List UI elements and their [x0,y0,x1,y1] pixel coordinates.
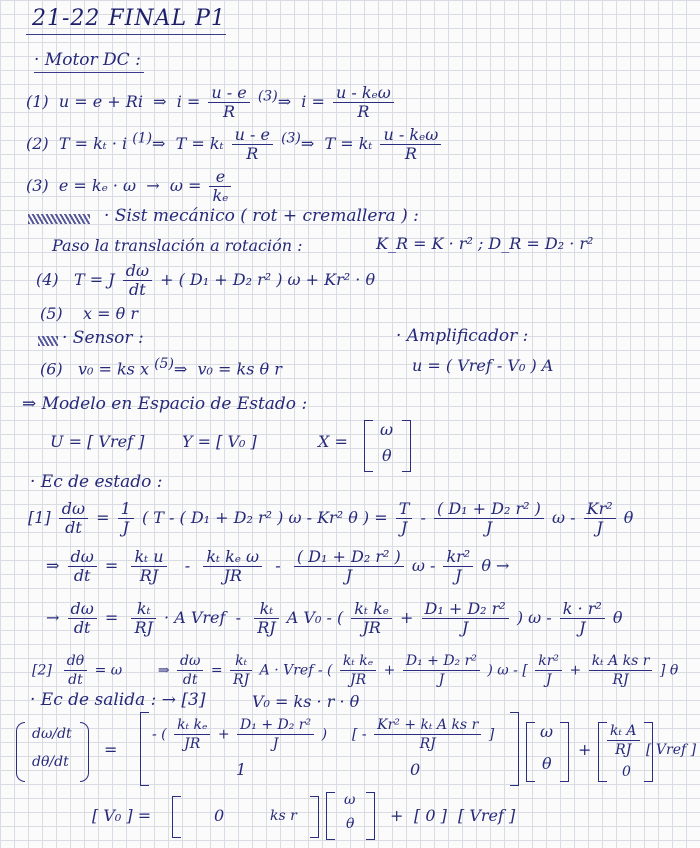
eq-sign: = [96,508,110,527]
eq-text: θ [623,508,634,527]
eq-lhs: e = kₑ · ω [58,176,137,195]
eq-text: T = kₜ [324,134,373,153]
model-heading: ⇒ Modelo en Espacio de Estado : [22,394,308,414]
fraction: $\frac{d\omega}{dt}$ [59,500,88,537]
matrix-u: [ Vref ] [646,742,697,758]
matrix-a11: - ( $\frac{\text{kₜ kₑ}}{JR}$ + $\frac{\text{D₁ + D₂ r²}}{J}$ ) [152,717,328,752]
eq-number: (4) [36,270,59,289]
arrow: ⇒ [157,662,170,679]
eq-sign: + [569,662,582,679]
fraction: $\frac{d\theta}{dt}$ [64,652,87,689]
outmat-c-bracket-right [310,796,319,838]
matrix-x-0: ω [540,722,554,741]
x-vector-0: ω [380,420,394,439]
fraction: $\frac{\text{kₜ kₑ}}{JR}$ [340,652,376,689]
outmat-c2: ks r [270,808,297,824]
vector-bracket-left [364,420,373,472]
fraction: $\frac{\text{kₜ}}{RJ}$ [230,652,252,689]
arrow: ⇒ [46,556,60,575]
eq-sign: - [420,508,426,527]
eq-text: θ → [481,556,510,575]
fraction: $\frac{\text{Kr² + kₜ A ks r}}{RJ}$ [374,716,481,753]
fraction: $\frac{\text{kₜ A}}{RJ}$ [607,722,640,759]
fraction: $\frac{d\omega}{dt}$ [68,548,97,585]
fraction: $\frac{\text{kₜ kₑ}}{JR}$ [351,600,392,637]
outmat-c-bracket-left [172,796,181,838]
arrow: → [146,176,160,195]
outmat-x-0: ω [344,792,356,808]
amp-eq: u = ( Vref - V₀ ) A [412,356,554,375]
fraction: $\frac{T}{J}$ [396,500,413,537]
eq-text: A V₀ - ( [286,608,344,627]
page-title: 21-22 FINAL P1 [32,6,226,31]
motor-underline [34,72,144,73]
model-X: X = [318,432,348,451]
fraction: $\frac{\text{kₜ kₑ ω}}{JR}$ [203,548,262,585]
fraction: $\frac{\text{kₜ kₑ}}{JR}$ [174,716,210,753]
eq-text: ω - [411,556,436,575]
eq-text: ] θ [659,662,679,679]
outmat-lhs: [ V₀ ] = [92,806,152,825]
motor-heading: · Motor DC : [34,50,141,70]
matrix-equals: = [104,740,118,759]
ref: (3) [281,130,301,147]
eq-text: i = [301,92,325,111]
ref: (3) [257,88,278,105]
fraction: $\frac{\text{( D₁ + D₂ r² )}}{J}$ [434,500,544,537]
mech-eq-6 [40,356,282,378]
eq-number: (5) [40,304,63,323]
eq-text: T = kₜ [175,134,224,153]
state-line-4 [32,652,678,689]
state-line-1 [28,500,633,537]
eq-rest: + ( D₁ + D₂ r² ) ω + Kr² · θ [160,270,376,289]
matrix-a22: 0 [410,760,421,779]
matrix-b-1 [604,722,643,759]
eq-text: = ω [94,662,123,679]
fraction: $\frac{\text{kₜ u}}{RJ}$ [131,548,166,585]
fraction: $\frac{u - e}{R}$ [232,126,273,163]
eq-result: v₀ = ks θ r [197,359,282,379]
eq-number: (3) [26,176,49,195]
arrow: → [46,608,60,627]
eq-sign: = [104,608,119,627]
eq-sign: = [210,662,223,679]
eq-number: [2] [32,662,52,679]
arrow: ⇒ [300,134,315,153]
crossed-out-scribble [38,336,58,346]
arrow: ⇒ [152,134,166,153]
ref: (5) [154,356,174,372]
fraction: $\frac{\text{kₜ}}{RJ}$ [131,600,155,637]
matrix-a-bracket-right [510,712,519,786]
state-line-3 [46,600,623,637]
state-line-2 [46,548,509,585]
amp-heading: · Amplificador : [396,326,529,346]
eq-text: ω = [169,176,202,195]
outmat-x-1: θ [346,816,355,832]
eq-sign: + [400,608,414,627]
eq-sign: = [104,556,119,575]
eq-sign: - [235,608,242,627]
matrix-plus: + [578,740,592,759]
arrow: ⇒ [153,92,167,111]
mech-pass: Paso la translación a rotación : [52,236,303,255]
crossed-out-scribble [28,214,90,224]
eq-lhs: u = e + Ri [58,92,143,111]
eq-lhs: T = J [73,270,115,289]
motor-eq-2 [26,126,444,163]
eq-text: ) ω - [516,608,552,627]
eq-number: [1] [28,508,51,527]
outmat-x-bracket-left [326,792,335,840]
matrix-x-1: θ [542,754,552,773]
fraction: $\frac{1}{J}$ [118,500,134,537]
eq-text: ( T - ( D₁ + D₂ r² ) ω - Kr² θ ) = [141,508,388,527]
fraction: $\frac{\text{D₁ + D₂ r²}}{J}$ [422,600,509,637]
matrix-a21: 1 [236,760,247,779]
eq-number: (6) [40,359,63,379]
matrix-x-bracket-left [526,722,535,782]
mech-eq-4 [36,262,375,299]
fraction: $\frac{e}{\text{kₑ}}$ [209,168,231,205]
fraction: $\frac{\text{kr²}}{J}$ [535,652,562,689]
fraction: $\frac{\text{u - kₑω}}{R}$ [333,84,394,121]
arrow: ⇒ [277,92,292,111]
eq-lhs: T = kₜ · i [58,134,128,153]
fraction: $\frac{u - e}{R}$ [208,84,249,121]
matrix-lhs-bracket-left [16,722,25,782]
fraction: $\frac{\text{k · r²}}{J}$ [560,600,605,637]
matrix-lhs-1: dθ/dt [32,754,69,770]
eq-expr: x = θ r [83,304,138,323]
matrix-lhs-0: dω/dt [32,726,72,742]
arrow: ⇒ [173,359,188,379]
mech-eq-5 [40,304,138,323]
mech-heading: · Sist mecánico ( rot + cremallera ) : [104,206,419,226]
fraction: $\frac{d\omega}{dt}$ [123,262,152,299]
fraction: $\frac{\text{u - kₑω}}{R}$ [380,126,441,163]
eq-text: ω - [551,508,576,527]
vector-bracket-right [402,420,411,472]
eq-text: θ [612,608,623,627]
state-heading: · Ec de estado : [30,472,163,492]
fraction: $\frac{\text{kₜ A ks r}}{RJ}$ [589,652,653,689]
outmat-u: [ Vref ] [458,806,516,825]
eq-sign: - [275,556,281,575]
matrix-lhs-bracket-right [80,722,89,782]
eq-number: (1) [26,92,49,111]
model-Y: Y = [ V₀ ] [182,432,257,451]
fraction: $\frac{\text{D₁ + D₂ r²}}{J}$ [403,652,480,689]
eq-expr: v₀ = ks x [77,359,149,379]
matrix-a-bracket-left [140,712,149,786]
mech-kr: K_R = K · r² ; D_R = D₂ · r² [376,234,594,253]
eq-sign: - [184,556,191,575]
fraction: $\frac{\text{kr²}}{J}$ [443,548,473,585]
motor-eq-3 [26,168,234,205]
motor-eq-1 [26,84,397,121]
output-eq: V₀ = ks · r · θ [252,692,360,711]
eq-text: i = [176,92,201,111]
fraction: $\frac{\text{( D₁ + D₂ r² )}}{J}$ [294,548,404,585]
fraction: $\frac{\text{Kr²}}{J}$ [584,500,616,537]
fraction: $\frac{d\omega}{dt}$ [177,652,203,689]
output-heading: · Ec de salida : → [3] [30,690,206,710]
title-underline [26,34,226,35]
eq-number: (2) [26,134,49,153]
outmat-x-bracket-right [366,792,375,840]
fraction: $\frac{\text{D₁ + D₂ r²}}{J}$ [237,716,314,753]
model-U: U = [ Vref ] [50,432,145,451]
eq-text: A · Vref - ( [259,662,333,679]
fraction: $\frac{d\omega}{dt}$ [68,600,97,637]
matrix-b-2: 0 [622,764,631,780]
eq-text: ) ω - [ [487,662,528,679]
outmat-d: [ 0 ] [414,806,447,825]
eq-text: · A Vref [164,608,226,627]
sensor-heading: · Sensor : [62,328,144,348]
ref: (1) [132,130,153,147]
outmat-c1: 0 [214,806,225,825]
x-vector-1: θ [382,446,392,465]
outmat-plus: + [390,806,404,825]
eq-sign: + [383,662,396,679]
fraction: $\frac{\text{kₜ}}{RJ}$ [254,600,278,637]
matrix-x-bracket-right [560,722,569,782]
matrix-a12: [ - $\frac{\text{Kr² + kₜ A ks r}}{RJ}$ ] [352,717,495,752]
